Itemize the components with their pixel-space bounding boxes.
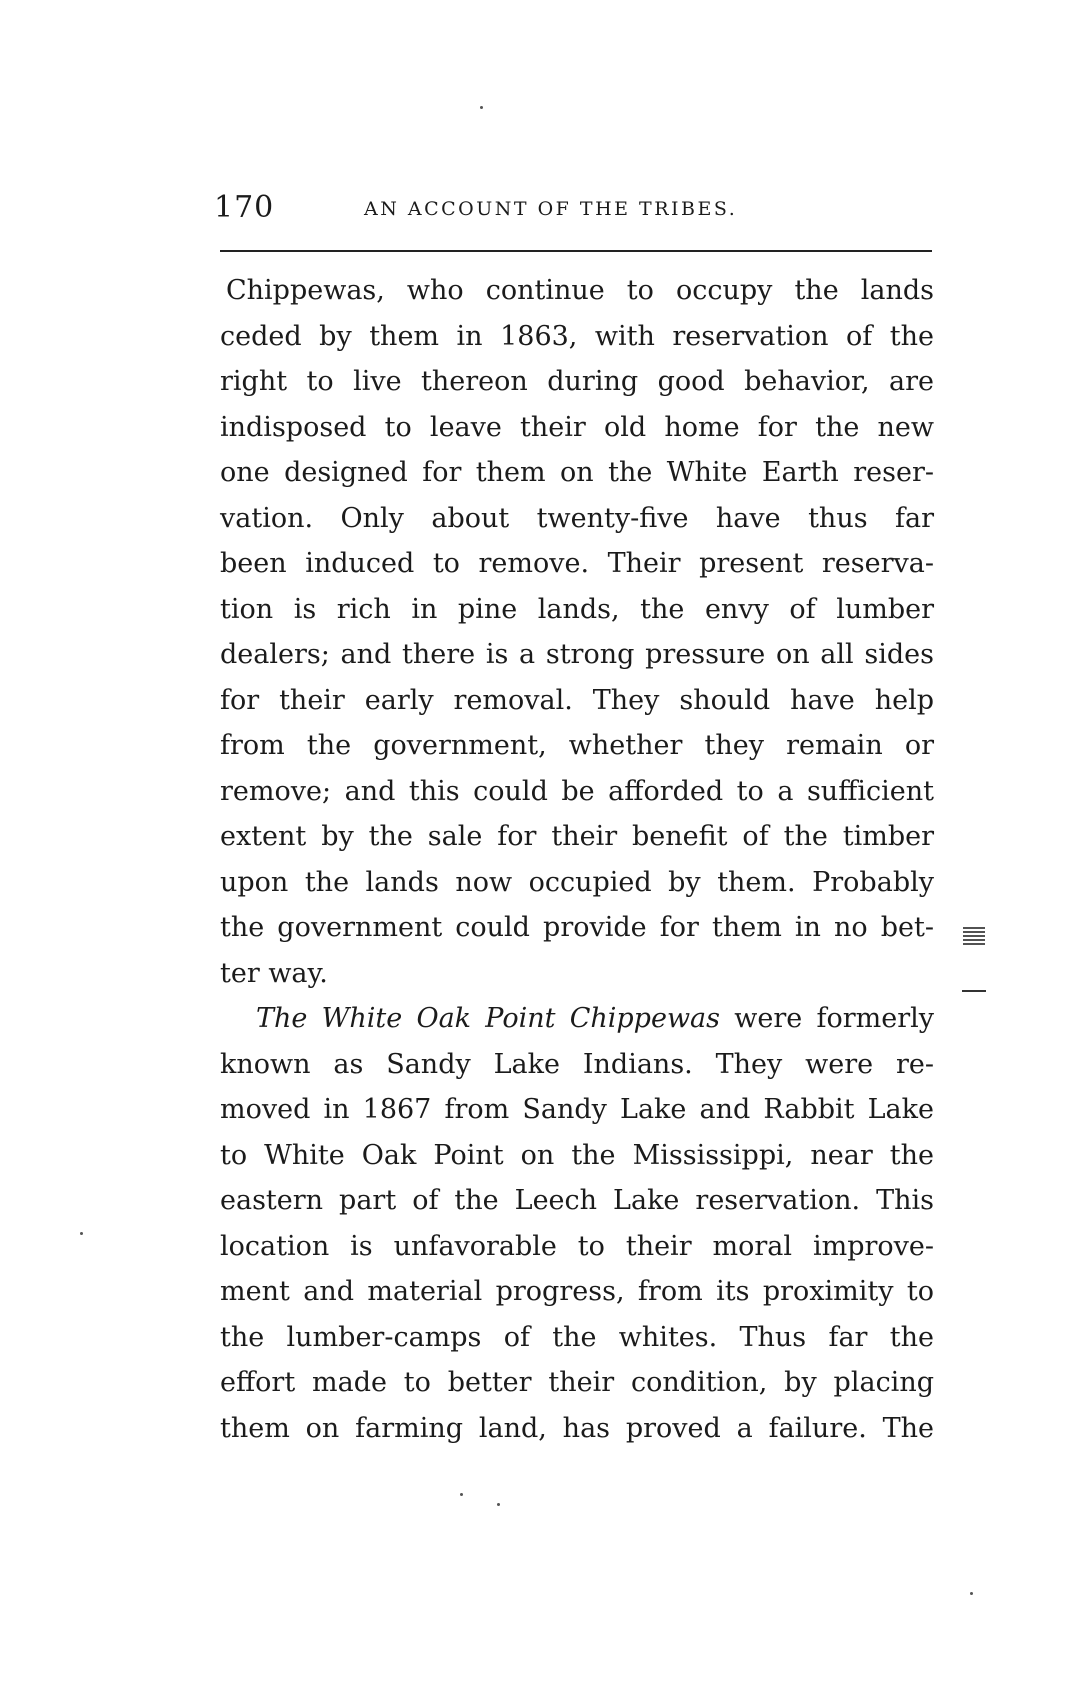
paragraph-opening-line (220, 996, 934, 1042)
text-line: Chippewas, who continue to occupy the lands (226, 275, 934, 306)
text-line: eastern part of the Leech Lake reservation. This (220, 1185, 934, 1216)
italic-heading: The White Oak Point Chippewas (256, 1003, 721, 1034)
text-line: location is unfavorable to their moral improve- (220, 1230, 934, 1262)
text-line: been induced to remove. Their present reserva- (220, 548, 934, 579)
page-number: 170 (214, 190, 275, 225)
text-line: tion is rich in pine lands, the envy of lumber (220, 593, 934, 625)
paper-speck (970, 1592, 973, 1595)
text-line: for their early removal. They should have help (220, 684, 934, 716)
paper-speck (480, 106, 483, 109)
text-line: the lumber-camps of the whites. Thus far the (220, 1321, 934, 1353)
text-line: ment and material progress, from its proximity to (220, 1276, 934, 1307)
text-line: ceded by them in 1863, with reservation of the (220, 320, 934, 352)
text-line: dealers; and there is a strong pressure on all sides (220, 639, 934, 670)
text-line: them on farming land, has proved a failure. The (220, 1412, 934, 1444)
paper-speck (460, 1493, 463, 1496)
text-line: the government could provide for them in no bet- (220, 912, 934, 943)
text-line: known as Sandy Lake Indians. They were re- (220, 1048, 934, 1080)
text-line: extent by the sale for their benefit of the timber (220, 821, 934, 852)
running-head (214, 190, 934, 230)
text-line: upon the lands now occupied by them. Probably (220, 866, 934, 898)
text-fragment: were formerly (734, 1003, 934, 1034)
text-line: one designed for them on the White Earth reser- (220, 457, 934, 488)
paper-speck (497, 1503, 500, 1506)
text-line: remove; and this could be afforded to a sufficient (220, 775, 934, 807)
text-line: to White Oak Point on the Mississippi, near the (220, 1139, 934, 1171)
body-text (220, 268, 934, 1451)
paper-speck (80, 1232, 83, 1235)
text-line: from the government, whether they remain or (220, 730, 934, 761)
text-line: effort made to better their condition, by placing (220, 1367, 934, 1398)
running-title: AN ACCOUNT OF THE TRIBES. (364, 198, 738, 220)
header-rule (220, 250, 932, 252)
text-line: moved in 1867 from Sandy Lake and Rabbit Lake (220, 1094, 934, 1125)
text-line: vation. Only about twenty-five have thus far (220, 502, 934, 534)
text-line: right to live thereon during good behavior, are (220, 366, 934, 397)
margin-ink-mark (963, 927, 985, 947)
margin-dash-mark (962, 990, 986, 992)
text-line: indisposed to leave their old home for the new (220, 411, 934, 443)
text-line: ter way. (220, 957, 328, 989)
